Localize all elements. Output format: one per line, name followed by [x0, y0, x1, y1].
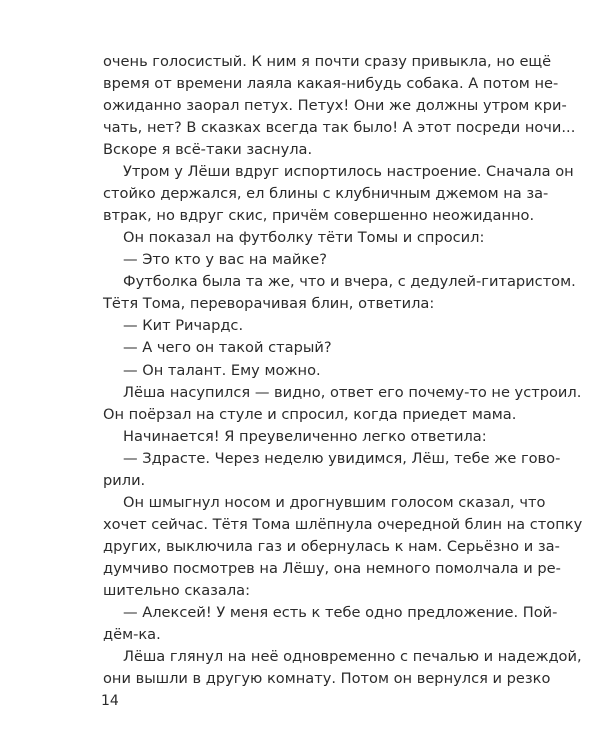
text-line: думчиво посмотрев на Лёшу, она немного помолчала и ре- [103, 559, 561, 577]
text-line: Он шмыгнул носом и дрогнувшим голосом сказал, что [123, 493, 546, 511]
text-line: Начинается! Я преувеличенно легко ответила: [123, 427, 487, 445]
text-line: — Кит Ричардс. [123, 317, 244, 335]
text-line: — Здрасте. Через неделю увидимся, Лёш, тебе же гово- [123, 449, 561, 467]
text-line: дём-ка. [103, 625, 161, 643]
text-line: — А чего он такой старый? [123, 339, 332, 357]
text-line: рили. [103, 471, 146, 489]
text-line: они вышли в другую комнату. Потом он вернулся и резко [103, 670, 551, 687]
text-line: стойко держался, ел блины с клубничным джемом на за- [103, 185, 549, 203]
text-line: Тётя Тома, переворачивая блин, ответила: [103, 295, 435, 313]
text-line: Он поёрзал на стуле и спросил, когда приедет мама. [103, 405, 517, 423]
text-line: Футболка была та же, что и вчера, с дедулей-гитаристом. [123, 273, 576, 291]
text-line: — Он талант. Ему можно. [123, 361, 321, 379]
text-line: Он показал на футболку тёти Томы и спросил: [123, 229, 485, 247]
text-line: очень голосистый. К ним я почти сразу привыкла, но ещё [103, 53, 552, 70]
text-line: чать, нет? В сказках всегда так было! А этот посреди ночи... [103, 119, 576, 137]
text-line: Лёша глянул на неё одновременно с печалью и надеждой, [123, 647, 582, 665]
text-line: Утром у Лёши вдруг испортилось настроение. Сначала он [123, 163, 574, 181]
text-line: других, выключила газ и обернулась к нам. Серьёзно и за- [103, 537, 560, 555]
text-line: Лёша насупился — видно, ответ его почему-то не устроил. [123, 383, 582, 401]
text-line: хочет сейчас. Тётя Тома шлёпнула очередной блин на стопку [103, 515, 583, 533]
text-line: Вскоре я всё-таки заснула. [103, 141, 313, 159]
text-line: втрак, но вдруг скис, причём совершенно неожиданно. [103, 207, 535, 225]
text-line: — Это кто у вас на майке? [123, 251, 327, 269]
text-line: ожиданно заорал петух. Петух! Они же должны утром кри- [103, 97, 567, 115]
page-number: 14 [101, 693, 119, 709]
text-line: время от времени лаяла какая-нибудь собака. А потом не- [103, 75, 559, 93]
text-line: шительно сказала: [103, 581, 251, 599]
text-line: — Алексей! У меня есть к тебе одно предложение. Пой- [123, 603, 558, 621]
